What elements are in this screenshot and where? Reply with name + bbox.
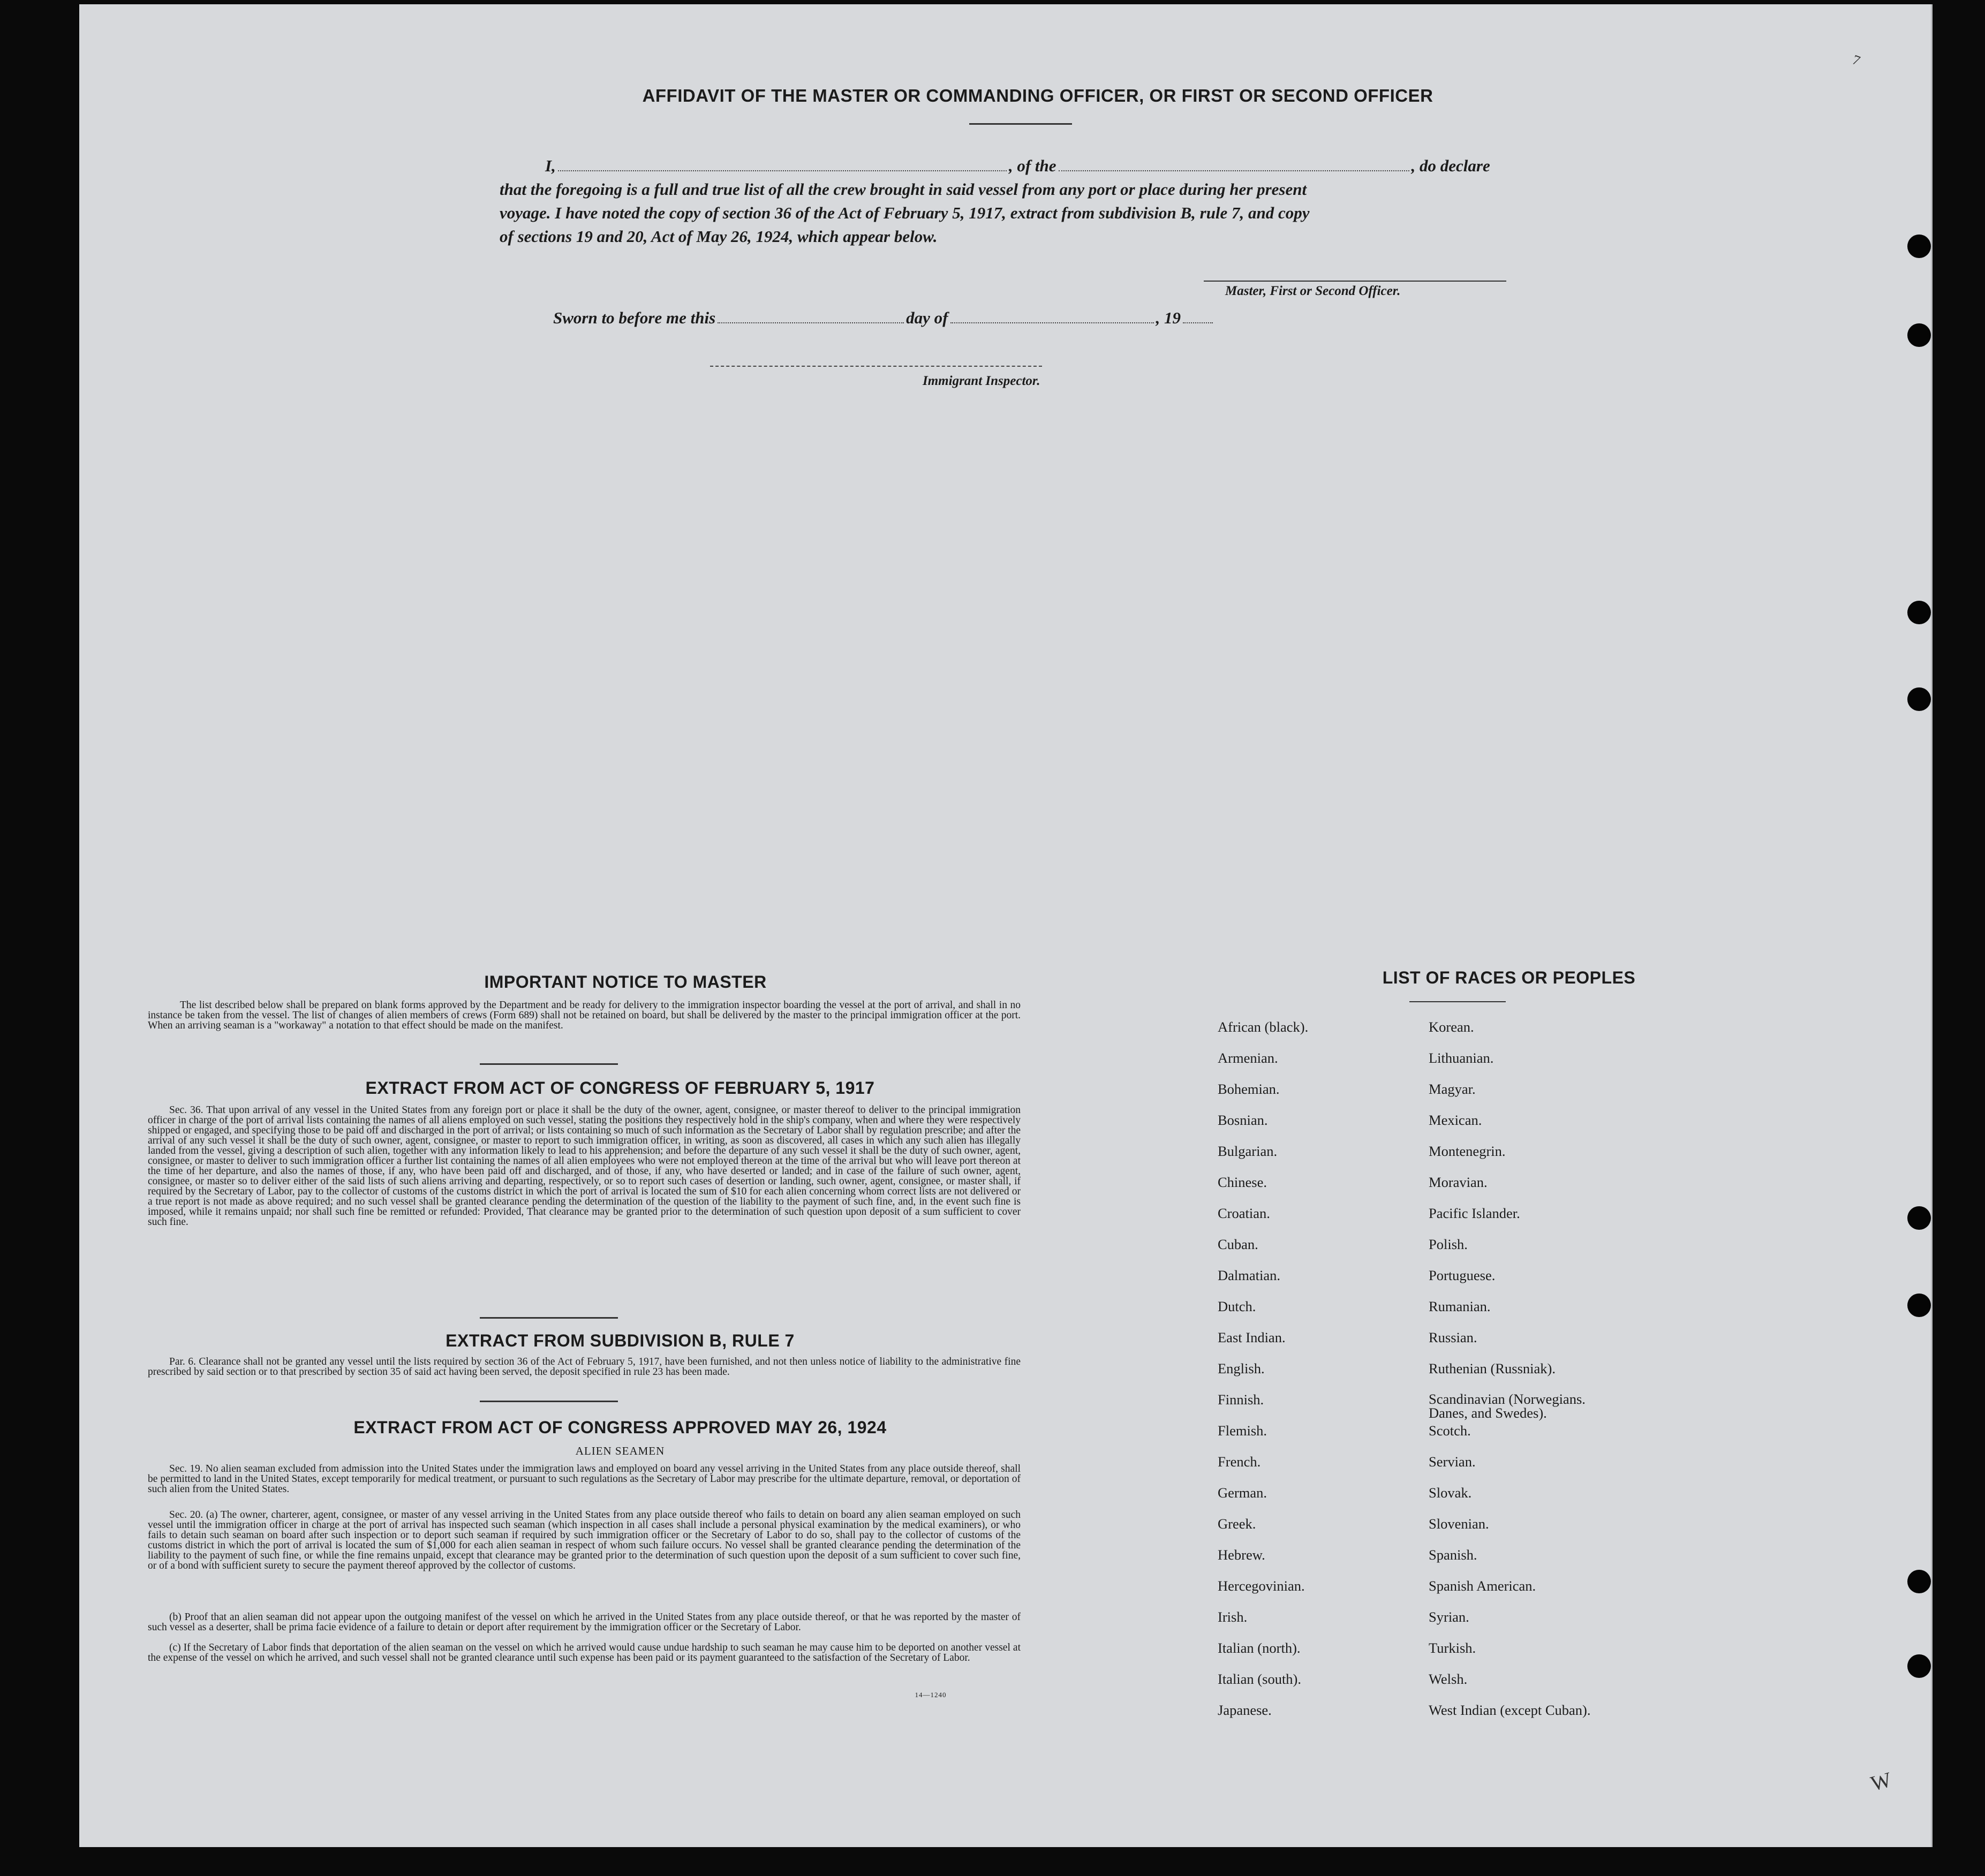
race-item: West Indian (except Cuban). <box>1429 1702 1591 1718</box>
margin-mark: 7 <box>1850 51 1862 69</box>
race-item: Croatian. <box>1218 1205 1270 1221</box>
race-item: Dutch. <box>1218 1298 1256 1314</box>
races-right-column <box>1429 1019 1729 1734</box>
master-signature-line[interactable] <box>1204 281 1506 282</box>
race-item: Korean. <box>1429 1019 1474 1035</box>
race-item: Bulgarian. <box>1218 1143 1278 1159</box>
declaration-line-2: that the foregoing is a full and true list of all the crew brought in said vessel from any port or place during her present <box>500 180 1307 199</box>
punch-hole <box>1907 1654 1931 1678</box>
sworn-year-blank[interactable] <box>1183 308 1213 323</box>
race-item: Finnish. <box>1218 1391 1264 1408</box>
master-label: Master, First or Second Officer. <box>1225 284 1401 298</box>
extract-rule7-paragraph: Par. 6. Clearance shall not be granted any vessel until the lists required by section 36 of the Act of February 5, 1917, have been furnished, and not then unless notice of liability to the administrative fine prescribed by said section or to that prescribed by section 35 of said act having been served, the deposit specified in rule 23 has been made. <box>148 1356 1021 1378</box>
inspector-signature-line[interactable] <box>710 366 1042 368</box>
race-item: Bohemian. <box>1218 1081 1280 1097</box>
affidavit-title: AFFIDAVIT OF THE MASTER OR COMMANDING OFFICER, OR FIRST OR SECOND OFFICER <box>642 86 1433 105</box>
declaration-line-1: I, , of the , do declare <box>545 156 1490 175</box>
races-title: LIST OF RACES OR PEOPLES <box>1382 968 1636 987</box>
extract-1917-title: EXTRACT FROM ACT OF CONGRESS OF FEBRUARY 5, 1917 <box>365 1078 875 1098</box>
divider <box>480 1401 618 1402</box>
sworn-line: Sworn to before me this day of , 19 <box>553 306 1356 330</box>
race-item: Pacific Islander. <box>1429 1205 1520 1221</box>
race-item: Japanese. <box>1218 1702 1272 1718</box>
extract-1917-paragraph: Sec. 36. That upon arrival of any vessel in the United States from any foreign port or place it shall be the duty of the owner, agent, consignee, or master thereof to deliver to the principal immigration officer in charge of the port of arrival lists containing the names of all aliens employed on such vessel, stating the positions they respectively hold in the ship's company, when and where they were respectively shipped or engaged, and specifying those to be paid off and discharged in the port of arrival; or lists containing so much of such information as the Secretary of Labor shall by regulation prescribe; and after the arrival of any such vessel it shall be the duty of such owner, agent, consignee, or master to report to such immigration officer, in writing, as soon as discovered, all cases in which any such alien has illegally landed from the vessel, giving a description of such alien, together with any information likely to lead to his apprehension; and before the departure of any such vessel it shall be the duty of such owner, agent, consignee, or master to deliver to such immigration officer a further list containing the names of all alien employees who were not employed thereon at the time of the arrival but who will leave port thereon at the time of her departure, and also the names of those, if any, who have been paid off and discharged, and of those, if any, who have deserted or landed; and in case of the failure of such owner, agent, consignee, or master so to deliver either of the said lists of such aliens arriving and departing, respectively, or so to report such cases of desertion or landing, such owner, agent, consignee, or master shall, if required by the Secretary of Labor, pay to the collector of customs of the customs district in which the port of arrival is located the sum of $10 for each alien concerning whom correct lists are not delivered or a true report is not made as above required; and no such vessel shall be granted clearance pending the determination of the question of the liability to the payment of such fine, and, in the event such fine is imposed, while it remains unpaid; nor shall such fine be remitted or refunded: Provided, That clearance may be granted prior to the determination of such question upon deposit of a sum sufficient to cover such fine. <box>148 1105 1021 1228</box>
race-item: Magyar. <box>1429 1081 1476 1097</box>
races-left-column <box>1218 1019 1410 1734</box>
extract-1924-title: EXTRACT FROM ACT OF CONGRESS APPROVED MAY 26, 1924 <box>353 1418 887 1437</box>
race-item: Dalmatian. <box>1218 1267 1280 1283</box>
punch-hole <box>1907 1570 1931 1593</box>
name-blank[interactable] <box>558 156 1007 171</box>
document-page <box>79 4 1933 1847</box>
race-item: Flemish. <box>1218 1423 1267 1439</box>
race-item: African (black). <box>1218 1019 1309 1035</box>
race-item: Hercegovinian. <box>1218 1578 1305 1594</box>
race-item: Syrian. <box>1429 1609 1469 1625</box>
sec20c-paragraph: (c) If the Secretary of Labor finds that deportation of the alien seaman on the vessel on which he arrived would cause undue hardship to such seaman he may cause him to be deported on another vessel at the expense of the vessel on which he arrived, and such vessel shall not be granted clearance until such expense has been paid or its payment guaranteed to the satisfaction of the Secretary of Labor. <box>148 1642 1021 1663</box>
extract-rule7-title: EXTRACT FROM SUBDIVISION B, RULE 7 <box>446 1331 795 1350</box>
inspector-label: Immigrant Inspector. <box>923 374 1040 388</box>
race-item: Spanish. <box>1429 1547 1477 1563</box>
race-item: Montenegrin. <box>1429 1143 1506 1159</box>
sworn-day-blank[interactable] <box>718 308 904 323</box>
race-item: Hebrew. <box>1218 1547 1265 1563</box>
race-item: Russian. <box>1429 1329 1477 1345</box>
race-item: Italian (south). <box>1218 1671 1302 1687</box>
punch-hole <box>1907 234 1931 258</box>
punch-hole <box>1907 601 1931 624</box>
punch-hole <box>1907 687 1931 711</box>
race-item: Scandinavian (Norwegians. Danes, and Swedes). <box>1429 1391 1586 1421</box>
divider <box>1409 1001 1506 1002</box>
race-item: East Indian. <box>1218 1329 1286 1345</box>
race-item: Lithuanian. <box>1429 1050 1494 1066</box>
race-item: Irish. <box>1218 1609 1248 1625</box>
declaration-line-3: voyage. I have noted the copy of section 36 of the Act of February 5, 1917, extract from subdivision B, rule 7, and copy <box>500 203 1310 222</box>
race-item: Turkish. <box>1429 1640 1476 1656</box>
race-item: Spanish American. <box>1429 1578 1536 1594</box>
punch-hole <box>1907 323 1931 347</box>
race-item: Scotch. <box>1429 1423 1471 1439</box>
race-item: German. <box>1218 1485 1267 1501</box>
alien-seamen-subtitle: ALIEN SEAMEN <box>575 1444 665 1457</box>
race-item: Welsh. <box>1429 1671 1468 1687</box>
race-item: Chinese. <box>1218 1174 1267 1190</box>
race-item: Armenian. <box>1218 1050 1278 1066</box>
divider <box>480 1317 618 1319</box>
punch-hole <box>1907 1293 1931 1317</box>
divider <box>969 123 1072 125</box>
form-number: 14—1240 <box>915 1691 947 1699</box>
divider <box>480 1063 618 1065</box>
race-item: Portuguese. <box>1429 1267 1496 1283</box>
race-item: English. <box>1218 1360 1265 1376</box>
punch-hole <box>1907 1206 1931 1230</box>
race-item: Polish. <box>1429 1236 1468 1252</box>
race-item: Moravian. <box>1429 1174 1488 1190</box>
sec20b-paragraph: (b) Proof that an alien seaman did not appear upon the outgoing manifest of the vessel on which he arrived in the United States from any place outside thereof, or that he was reported by the master of such vessel as a deserter, shall be prima facie evidence of a failure to detain or deport after requirement by the immigration officer or the Secretary of Labor. <box>148 1612 1021 1633</box>
race-item: Italian (north). <box>1218 1640 1301 1656</box>
notice-title: IMPORTANT NOTICE TO MASTER <box>484 972 767 992</box>
sworn-month-blank[interactable] <box>950 308 1154 323</box>
sec19-paragraph: Sec. 19. No alien seaman excluded from admission into the United States under the immigration laws and employed on board any vessel arriving in the United States from any place outside thereof, shall be permitted to land in the United States, except temporarily for medical treatment, or pursuant to such regulations as the Secretary of Labor may prescribe for the ultimate departure, removal, or deportation of such alien from the United States. <box>148 1463 1021 1495</box>
race-item: Cuban. <box>1218 1236 1258 1252</box>
declaration-line-4: of sections 19 and 20, Act of May 26, 1924, which appear below. <box>500 227 938 246</box>
margin-mark: W <box>1868 1767 1894 1796</box>
race-item: Mexican. <box>1429 1112 1482 1128</box>
race-item: Servian. <box>1429 1454 1476 1470</box>
vessel-blank[interactable] <box>1059 156 1409 171</box>
race-item: Slovak. <box>1429 1485 1472 1501</box>
race-item: Ruthenian (Russniak). <box>1429 1360 1556 1376</box>
race-item: Slovenian. <box>1429 1516 1489 1532</box>
race-item: French. <box>1218 1454 1261 1470</box>
sec20a-paragraph: Sec. 20. (a) The owner, charterer, agent, consignee, or master of any vessel arriving in the United States from any place outside thereof who fails to detain on board any alien seaman employed on such vessel until the immigration officer in charge at the port of arrival has inspected such seaman (which inspection in all cases shall include a personal physical examination by the medical examiners), or who fails to detain such seaman on board after such inspection or to deport such seaman if required by such immigration officer or the Secretary of Labor to do so, shall pay to the collector of customs of the customs district in which the port of arrival is located the sum of $1,000 for each alien seaman in respect of whom such failure occurs. No vessel shall be granted clearance pending the determination of the liability to the payment of such fine, or while the fine remains unpaid, except that clearance may be granted prior to the determination of such question upon the deposit of a sum sufficient to cover such fine, or of a bond with sufficient surety to secure the payment thereof approved by the collector of customs. <box>148 1509 1021 1571</box>
race-item: Rumanian. <box>1429 1298 1491 1314</box>
race-item: Bosnian. <box>1218 1112 1268 1128</box>
notice-paragraph: The list described below shall be prepared on blank forms approved by the Department and be ready for delivery to the immigration inspector boarding the vessel at the port of arrival, and shall in no instance be taken from the vessel. The list of changes of alien members of crews (Form 689) shall not be retained on board, but shall be delivered by the master to the principal immigration officer at the port. When an arriving seaman is a "workaway" a notation to that effect should be made on the manifest. <box>148 1000 1021 1031</box>
race-item: Greek. <box>1218 1516 1256 1532</box>
